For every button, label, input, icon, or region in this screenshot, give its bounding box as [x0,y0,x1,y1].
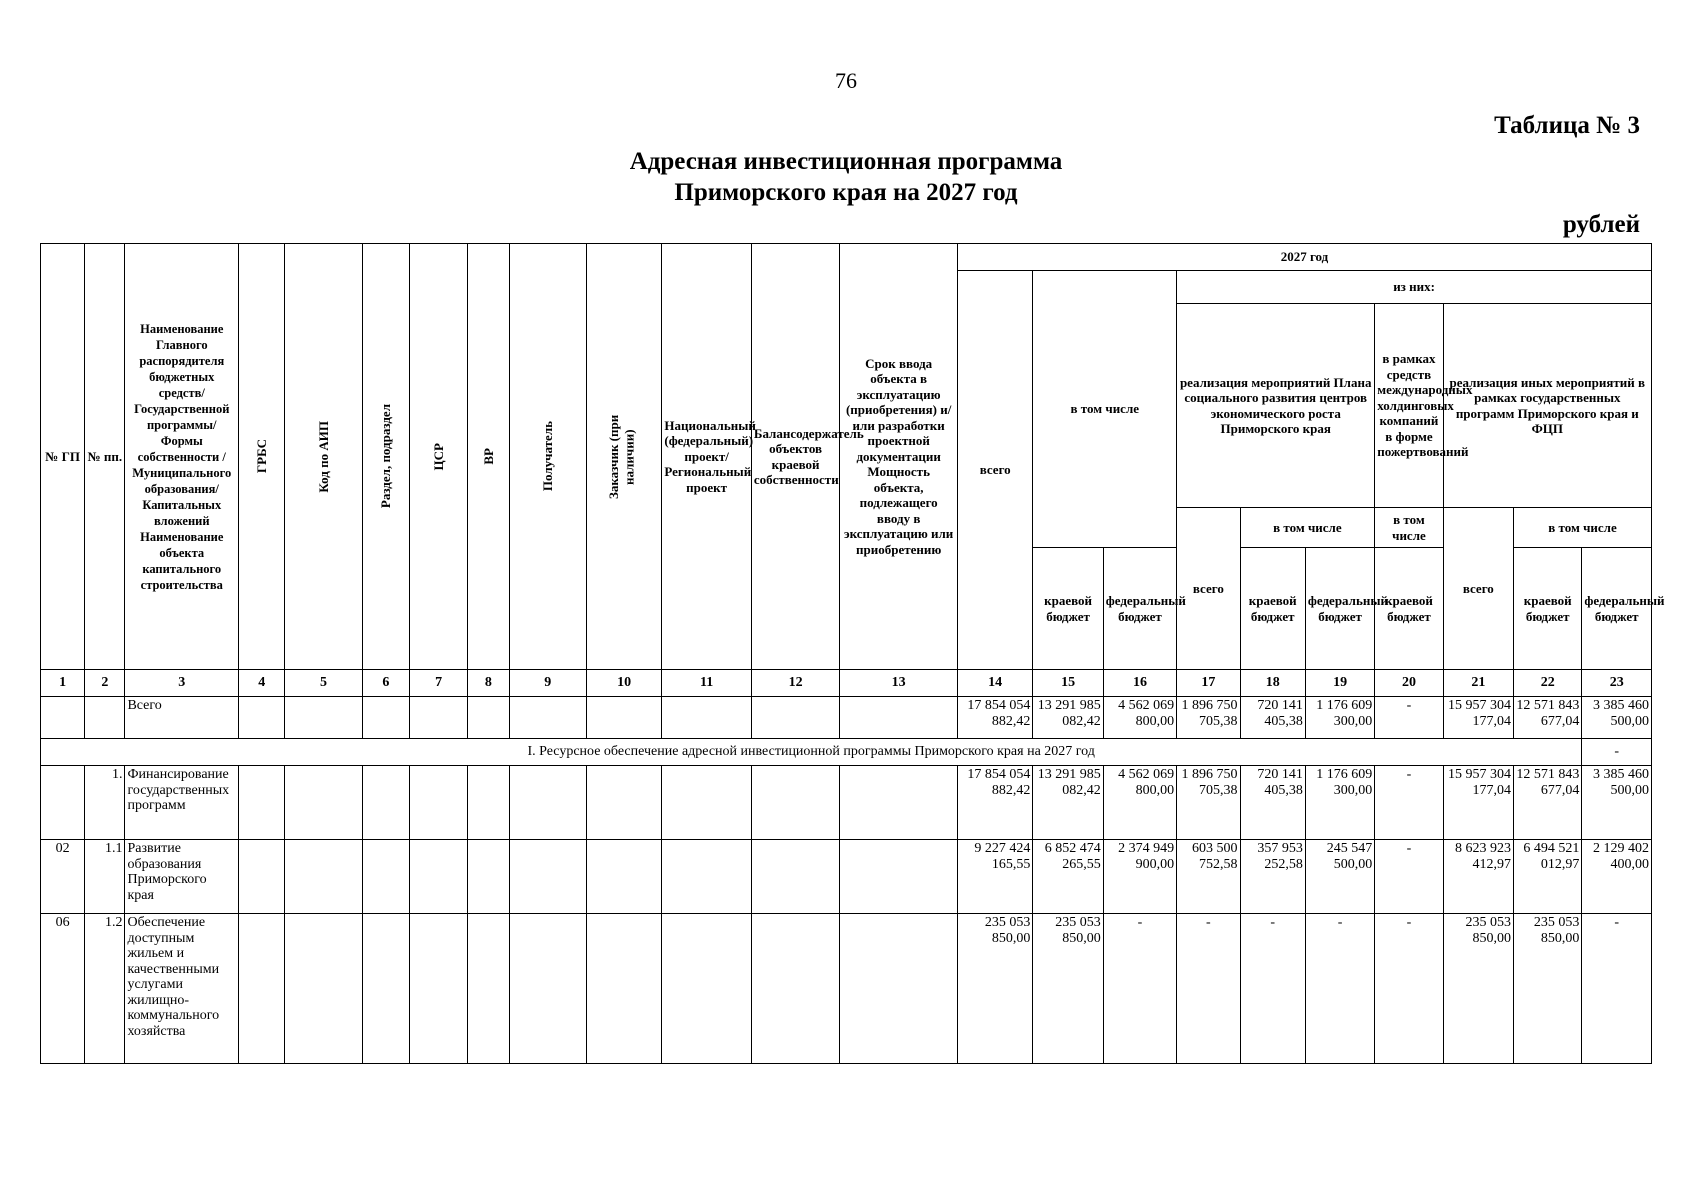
header-total-14: всего [957,271,1032,670]
row-gp: 06 [41,914,85,1064]
value-cell: 235 053 850,00 [1443,914,1513,1064]
value-cell: 1 176 609 300,00 [1305,766,1374,840]
row-pp: 1.2 [85,914,125,1064]
col-num: 11 [662,670,751,697]
table-row-section [41,739,1652,766]
header-grbs [239,244,285,670]
col-num: 5 [285,670,362,697]
value-cell: 1 896 750 705,38 [1177,766,1240,840]
col-num: 13 [840,670,958,697]
value-cell: - [1375,840,1443,914]
col-num: 20 [1375,670,1443,697]
value-cell: 235 053 850,00 [1033,914,1103,1064]
table-row-total [41,697,1652,739]
investment-program-table [40,243,1665,1064]
value-cell: 17 854 054 882,42 [957,766,1032,840]
value-cell: 1 896 750 705,38 [1177,697,1240,739]
header-including-20: в том числе [1375,508,1443,548]
header-plan: реализация мероприятий Плана социального развития центров экономического роста Приморского края [1177,304,1375,508]
header-federal-16: федеральный бюджет [1103,548,1176,670]
table-row [41,914,1652,1064]
row-pp: 1.1 [85,840,125,914]
header-other: реализация иных мероприятий в рамках государственных программ Приморского края и ФЦП [1443,304,1651,508]
header-pp: № пп. [85,244,125,670]
header-including-22-23: в том числе [1514,508,1652,548]
col-num: 9 [509,670,586,697]
header-grbs-text: ГРБС [253,439,269,474]
value-cell: - [1375,697,1443,739]
value-cell: 6 494 521 012,97 [1514,840,1582,914]
col-num: 4 [239,670,285,697]
value-cell: 245 547 500,00 [1305,840,1374,914]
col-num: 21 [1443,670,1513,697]
header-holdings: в рамках средств международных холдинговых компаний в форме пожертвований [1375,304,1443,508]
header-of-which: из них: [1177,271,1652,304]
value-cell: 4 562 069 800,00 [1103,697,1176,739]
row-name: Финансирование государственных программ [125,766,239,840]
table-row [41,840,1652,914]
value-cell: 357 953 252,58 [1240,840,1305,914]
value-cell: 720 141 405,38 [1240,766,1305,840]
header-regional-15: краевой бюджет [1033,548,1103,670]
header-section-text: Раздел, подраздел [378,404,394,509]
value-cell: 12 571 843 677,04 [1514,766,1582,840]
col-num: 17 [1177,670,1240,697]
header-name: Наименование Главного распорядителя бюджетных средств/Государственной программы/ Формы собственности /Муниципального образования/Капитальных вложений Наименование объекта капитального строительства [125,244,239,670]
column-numbers-row [41,670,1652,697]
header-including-15-16: в том числе [1033,271,1177,548]
header-project: Национальный (федеральный) проект/ Региональный проект [662,244,751,670]
header-deadline: Срок ввода объекта в эксплуатацию (приобретения) и/или разработки проектной документации Мощность объекта, подлежащего вводу в эксплуатацию или приобретению [840,244,958,670]
value-cell: 9 227 424 165,55 [957,840,1032,914]
header-year: 2027 год [957,244,1651,271]
header-including-18-19: в том числе [1240,508,1375,548]
row-gp: 02 [41,840,85,914]
header-csr-text: ЦСР [430,442,446,471]
page-number: 76 [835,68,857,93]
value-cell: - [1177,914,1240,1064]
value-cell: - [1375,914,1443,1064]
header-aip-code [285,244,362,670]
col-num: 19 [1305,670,1374,697]
header-federal-19: федеральный бюджет [1305,548,1374,670]
header-recipient [509,244,586,670]
header-total-21: всего [1443,508,1513,670]
header-section [362,244,409,670]
value-cell: 720 141 405,38 [1240,697,1305,739]
document-title [0,146,1692,208]
row-name: Обеспечение доступным жильем и качественными услугами жилищно-коммунального хозяйства [125,914,239,1064]
value-cell: 13 291 985 082,42 [1033,697,1103,739]
value-cell: 3 385 460 500,00 [1582,697,1652,739]
units-label: рублей [1562,211,1640,238]
header-vr [468,244,509,670]
col-num: 15 [1033,670,1103,697]
value-cell: 603 500 752,58 [1177,840,1240,914]
header-aip-code-text: Код по АИП [315,420,331,493]
col-num: 7 [410,670,468,697]
col-num: 16 [1103,670,1176,697]
value-cell: 1 176 609 300,00 [1305,697,1374,739]
header-recipient-text: Получатель [539,421,555,492]
header-regional-20: краевой бюджет [1375,548,1443,670]
header-csr [410,244,468,670]
header-customer-text: Заказчик (при наличии) [606,414,637,499]
header-vr-text: ВР [480,448,496,465]
header-customer [586,244,661,670]
table-label: Таблица № 3 [1494,112,1640,139]
value-cell: - [1305,914,1374,1064]
table-row [41,766,1652,840]
col-num: 2 [85,670,125,697]
col-num: 18 [1240,670,1305,697]
value-cell: 8 623 923 412,97 [1443,840,1513,914]
value-cell: 13 291 985 082,42 [1033,766,1103,840]
value-cell: 4 562 069 800,00 [1103,766,1176,840]
col-num: 6 [362,670,409,697]
value-cell: 17 854 054 882,42 [957,697,1032,739]
header-total-17: всего [1177,508,1240,670]
header-federal-23: федеральный бюджет [1582,548,1652,670]
col-num: 14 [957,670,1032,697]
col-num: 23 [1582,670,1652,697]
header-holder: Балансодержатель объектов краевой собственности [751,244,839,670]
value-cell: - [1582,914,1652,1064]
title-line-1: Адресная инвестиционная программа [629,148,1063,175]
row-name: Всего [125,697,239,739]
value-cell: 235 053 850,00 [957,914,1032,1064]
row-name: Развитие образования Приморского края [125,840,239,914]
section-title: I. Ресурсное обеспечение адресной инвестиционной программы Приморского края на 2027 год [41,739,1582,766]
row-pp: 1. [85,766,125,840]
header-regional-22: краевой бюджет [1514,548,1582,670]
value-cell: 2 374 949 900,00 [1103,840,1176,914]
value-cell: - [1103,914,1176,1064]
col-num: 8 [468,670,509,697]
col-num: 12 [751,670,839,697]
value-cell: 15 957 304 177,04 [1443,697,1513,739]
value-cell: - [1375,766,1443,840]
value-cell: 12 571 843 677,04 [1514,697,1582,739]
value-cell: 3 385 460 500,00 [1582,766,1652,840]
title-line-2: Приморского края на 2027 год [674,179,1018,206]
value-cell: 15 957 304 177,04 [1443,766,1513,840]
col-num: 1 [41,670,85,697]
col-num: 22 [1514,670,1582,697]
col-num: 10 [586,670,661,697]
value-cell: 235 053 850,00 [1514,914,1582,1064]
value-cell: 2 129 402 400,00 [1582,840,1652,914]
header-gp: № ГП [41,244,85,670]
header-regional-18: краевой бюджет [1240,548,1305,670]
value-cell: - [1240,914,1305,1064]
col-num: 3 [125,670,239,697]
value-cell: 6 852 474 265,55 [1033,840,1103,914]
section-dash: - [1582,739,1652,766]
row-gp [41,766,85,840]
